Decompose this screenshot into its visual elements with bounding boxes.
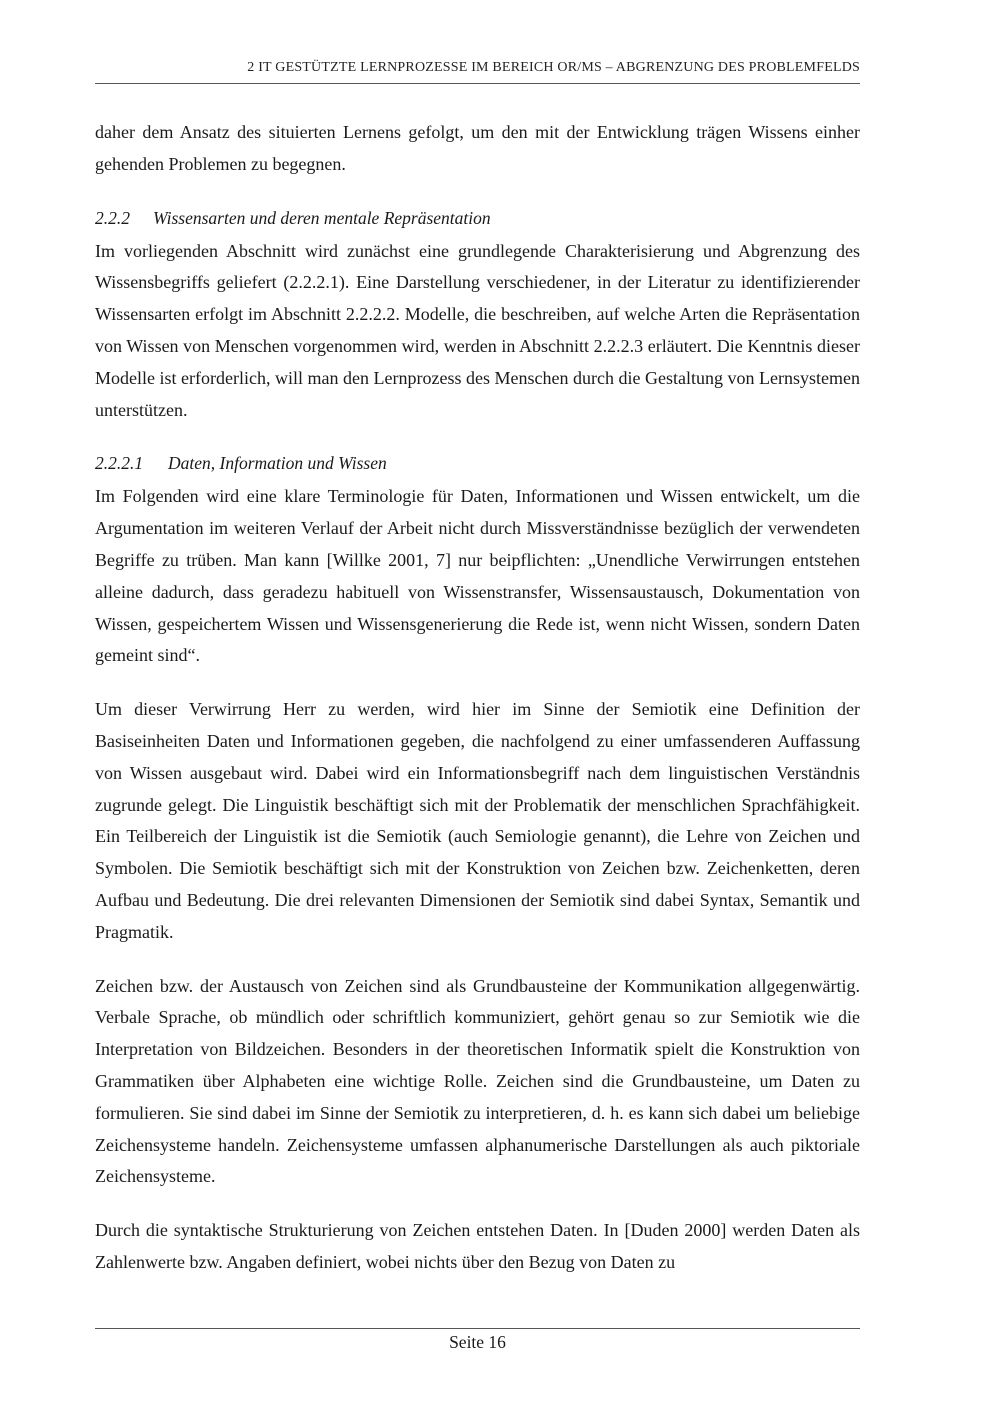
section-number: 2.2.2	[95, 207, 130, 228]
subsection-number: 2.2.2.1	[95, 453, 144, 474]
footer-rule	[95, 1328, 860, 1329]
subsection-title: Daten, Information und Wissen	[168, 453, 387, 474]
section-paragraph: Im vorliegenden Abschnitt wird zunächst eine grundlegende Charakterisierung und Abgrenzung des Wissensbegriffs geliefert (2.2.2.1). Eine Darstellung verschiedener, in der Literatur zu identifizierender Wissensarten erfolgt im Abschnitt 2.2.2.2. Modelle, die beschreiben, auf welche Arten die Repräsentation von Wissen von Menschen vorgenommen wird, werden in Abschnitt 2.2.2.3 erläutert. Die Kenntnis dieser Modelle ist erforderlich, will man den Lernprozess des Menschen durch die Gestaltung von Lernsystemen unterstützen.	[95, 240, 860, 420]
body-paragraph-2: Um dieser Verwirrung Herr zu werden, wird hier im Sinne der Semiotik eine Definition der Basiseinheiten Daten und Informationen gegeben, die nachfolgend zu einer umfassenderen Auffassung von Wissen ausgebaut wird. Dabei wird ein Informationsbegriff nach dem linguistischen Verständnis zugrunde gelegt. Die Linguistik beschäftigt sich mit der Problematik der menschlichen Sprachfähigkeit. Ein Teilbereich der Linguistik ist die Semiotik (auch Semiologie genannt), die Lehre von Zeichen und Symbolen. Die Semiotik beschäftigt sich mit der Konstruktion von Zeichen bzw. Zeichenketten, deren Aufbau und Bedeutung. Die drei relevanten Dimensionen der Semiotik sind dabei Syntax, Semantik und Pragmatik.	[95, 699, 860, 942]
body-paragraph-3: Zeichen bzw. der Austausch von Zeichen sind als Grundbausteine der Kommunikation allgegenwärtig. Verbale Sprache, ob mündlich oder schriftlich kommuniziert, gehört genau so zur Semiotik wie die Interpretation von Bildzeichen. Besonders in der theoretischen Informatik spielt die Konstruktion von Grammatiken über Alphabeten eine wichtige Rolle. Zeichen sind die Grundbausteine, um Daten zu formulieren. Sie sind dabei im Sinne der Semiotik zu interpretieren, d. h. es kann sich dabei um beliebige Zeichensysteme handeln. Zeichensysteme umfassen alphanumerische Darstellungen als auch piktoriale Zeichensysteme.	[95, 975, 860, 1187]
page-number: Seite 16	[449, 1332, 506, 1352]
section-heading	[95, 203, 860, 234]
body-paragraph-4: Durch die syntaktische Strukturierung von Zeichen entstehen Daten. In [Duden 2000] werden Daten als Zahlenwerte bzw. Angaben definiert, wobei nichts über den Bezug von Daten zu	[95, 1220, 860, 1272]
intro-paragraph: daher dem Ansatz des situierten Lernens gefolgt, um den mit der Entwicklung trägen Wissens einher gehenden Problemen zu begegnen.	[95, 122, 860, 174]
body-paragraph-1: Im Folgenden wird eine klare Terminologie für Daten, Informationen und Wissen entwickelt, um die Argumentation im weiteren Verlauf der Arbeit nicht durch Missverständnisse bezüglich der verwendeten Begriffe zu trüben. Man kann [Willke 2001, 7] nur beipflichten: „Unendliche Verwirrungen entstehen alleine dadurch, dass geradezu habituell von Wissenstransfer, Wissensaustausch, Dokumentation von Wissen, gespeichertem Wissen und Wissensgenerierung die Rede ist, wenn nicht Wissen, sondern Daten gemeint sind“.	[95, 486, 860, 666]
running-header: 2 IT GESTÜTZTE LERNPROZESSE IM BEREICH OR/MS – ABGRENZUNG DES PROBLEMFELDS	[247, 60, 860, 75]
page-body	[95, 117, 860, 1279]
subsection-heading	[95, 448, 860, 479]
section-title: Wissensarten und deren mentale Repräsentation	[153, 207, 491, 228]
header-rule	[95, 83, 860, 84]
